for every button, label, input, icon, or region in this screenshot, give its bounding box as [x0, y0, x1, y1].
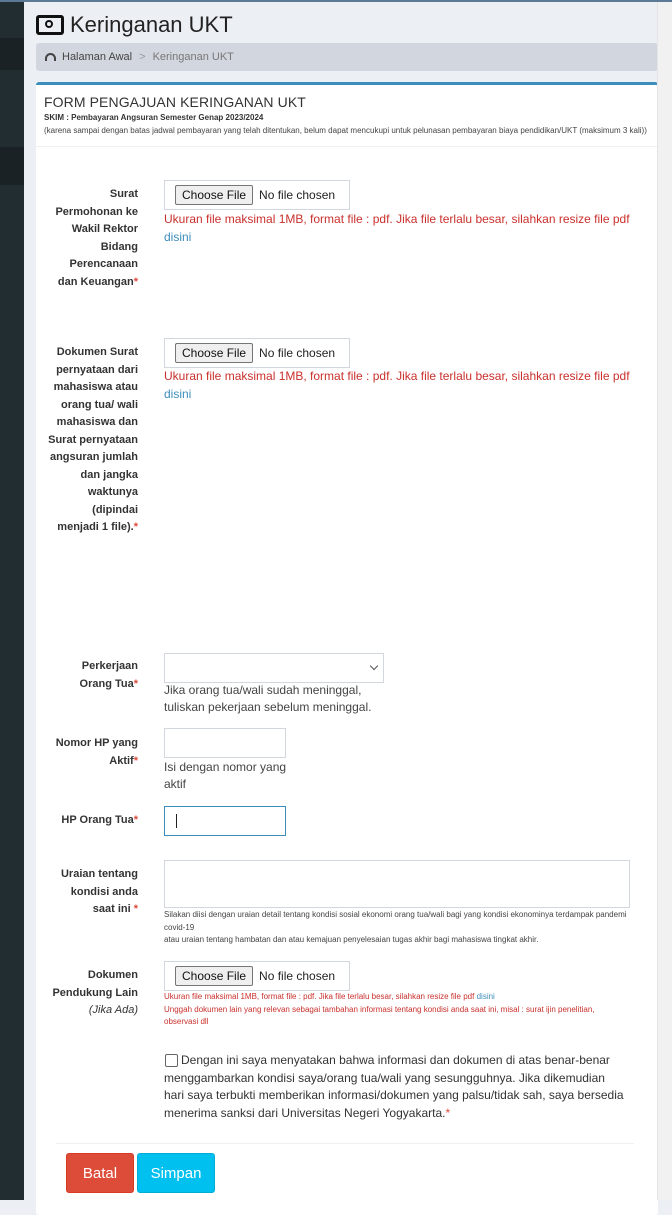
dokumen-lain-help: Ukuran file maksimal 1MB, format file : pdf. Jika file terlalu besar, silahkan resize file pdf disini Unggah dokumen lain yang relevan sebagai tambahan informasi tentang kondisi anda saat ini, misal : surat ijin penelitian, observasi dll: [164, 992, 595, 1026]
divider: [56, 1143, 634, 1144]
pekerjaan-help: Jika orang tua/wali sudah meninggal, tuliskan pekerjaan sebelum meninggal.: [164, 683, 372, 714]
resize-link[interactable]: disini: [476, 992, 495, 1001]
form-note: (karena sampai dengan batas jadwal pembayaran yang telah ditentukan, belum dapat mencukupi untuk pelunasan pembayaran biaya pendidikan/UKT (maksimum 3 kali)): [44, 126, 647, 135]
pekerjaan-select[interactable]: [164, 653, 384, 683]
nomor-hp-input[interactable]: [164, 728, 286, 758]
batal-button[interactable]: Batal: [66, 1153, 134, 1193]
nomor-hp-label: Nomor HP yang Aktif*: [55, 737, 138, 767]
breadcrumb: [36, 43, 658, 71]
form-title: FORM PENGAJUAN KERINGANAN UKT: [44, 94, 306, 110]
form-box: [36, 82, 658, 1215]
breadcrumb-separator: >: [139, 51, 146, 63]
file-status: No file chosen: [259, 346, 336, 360]
main-content: [24, 2, 658, 1200]
nomor-hp-help: Isi dengan nomor yang aktif: [164, 760, 287, 791]
declaration-text: Dengan ini saya menyatakan bahwa informasi dan dokumen di atas benar-benar menggambarkan kondisi saya/orang tua/wali yang sesungguhnya. Jika dikemudian hari saya terbukti memberikan informasi/dokumen yang palsu/tidak sah, saya bersedia menerima sanksi dari Universitas Negeri Yogyakarta.*: [164, 1053, 624, 1120]
money-icon: [36, 15, 64, 35]
sidebar-item[interactable]: [0, 38, 24, 70]
dashboard-icon: [45, 53, 56, 61]
sidebar-item[interactable]: [0, 147, 24, 185]
choose-file-button[interactable]: Choose File: [175, 185, 253, 205]
pekerjaan-label: Perkerjaan Orang Tua*: [79, 660, 138, 690]
dokumen-surat-label: Dokumen Surat pernyataan dari mahasiswa atau orang tua/ wali mahasiswa dan Surat pernyataan angsuran jumlah dan jangka waktunya (dipindai menjadi 1 file).*: [48, 346, 138, 533]
breadcrumb-home-link[interactable]: Halaman Awal: [62, 51, 133, 63]
file-status: No file chosen: [259, 188, 336, 202]
uraian-textarea[interactable]: [164, 860, 630, 908]
form-header: [36, 85, 658, 147]
resize-link[interactable]: disini: [164, 387, 192, 401]
surat-permohonan-label: Surat Permohonan ke Wakil Rektor Bidang Perencanaan dan Keuangan*: [55, 188, 138, 288]
simpan-button[interactable]: Simpan: [137, 1153, 215, 1193]
hp-orang-tua-label: HP Orang Tua*: [61, 814, 138, 826]
sidebar: [0, 2, 24, 1200]
choose-file-button[interactable]: Choose File: [175, 343, 253, 363]
resize-link[interactable]: disini: [164, 230, 192, 244]
uraian-label: Uraian tentang kondisi anda saat ini *: [60, 868, 138, 915]
form-skim: SKIM : Pembayaran Angsuran Semester Genap 2023/2024: [44, 113, 264, 122]
uraian-help: Silakan diisi dengan uraian detail tentang kondisi sosial ekonomi orang tua/wali bagi yang kondisi ekonominya terdampak pandemi covid-19 atau uraian tentang hambatan dan atau kemajuan penyelesaian tugas akhir bagi mahasiswa tingkat akhir.: [164, 910, 627, 944]
chevron-down-icon: [370, 662, 378, 670]
file-help-text: Ukuran file maksimal 1MB, format file : pdf. Jika file terlalu besar, silahkan resize file pdf: [164, 369, 630, 383]
page-header: [36, 12, 233, 38]
breadcrumb-current: Keringanan UKT: [152, 51, 234, 63]
dokumen-lain-label: Dokumen Pendukung Lain (Jika Ada): [52, 969, 138, 1016]
hp-orang-tua-input[interactable]: [164, 806, 286, 836]
file-status: No file chosen: [259, 969, 336, 983]
scrollbar[interactable]: [657, 2, 672, 1200]
choose-file-button[interactable]: Choose File: [175, 966, 253, 986]
surat-permohonan-file-input[interactable]: [164, 180, 350, 210]
text-caret: [176, 814, 177, 828]
file-help-text: Ukuran file maksimal 1MB, format file : pdf. Jika file terlalu besar, silahkan resize file pdf: [164, 212, 630, 226]
page-title: Keringanan UKT: [70, 12, 233, 37]
dokumen-lain-file-input[interactable]: [164, 961, 350, 991]
dokumen-surat-file-input[interactable]: [164, 338, 350, 368]
